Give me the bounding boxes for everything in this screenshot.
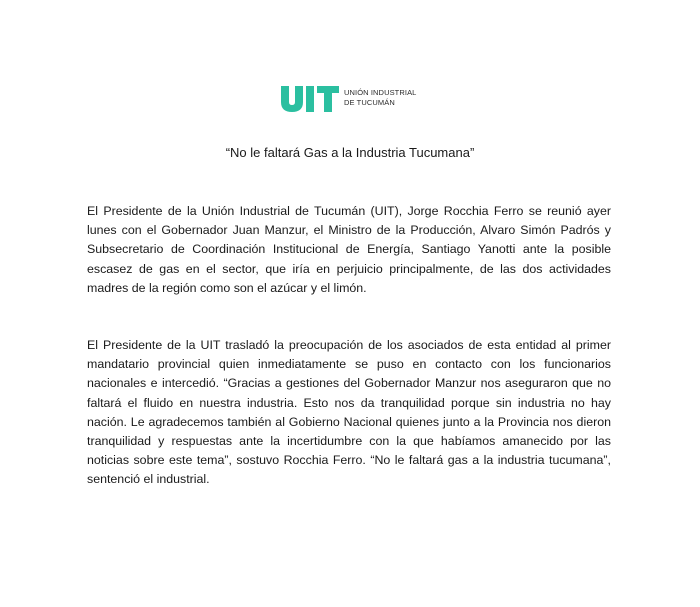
- uit-logo-wordmark: [344, 88, 416, 108]
- uit-logo-mark: [280, 83, 340, 113]
- headline: “No le faltará Gas a la Industria Tucumana”: [225, 145, 475, 160]
- logo-line-1: UNIÓN INDUSTRIAL: [344, 88, 417, 97]
- logo-line-2: DE TUCUMÁN: [344, 98, 395, 107]
- uit-logo: [280, 83, 416, 113]
- paragraph-2: El Presidente de la UIT trasladó la preocupación de los asociados de esta entidad al primer mandatario provincial quien inmediatamente se puso en contacto con los funcionarios nacionales e intercedió. “Gracias a gestiones del Gobernador Manzur nos aseguraron que no faltará el fluido en nuestra industria. Esto nos da tranquilidad porque sin industria no hay nación. Le agradecemos también al Gobierno Nacional quienes junto a la Provincia nos dieron tranquilidad y respuestas ante la incertidumbre con la que habíamos amanecido por las noticias sobre este tema”, sostuvo Rocchia Ferro. “No le faltará gas a la industria tucumana”, sentenció el industrial.: [87, 338, 611, 487]
- paragraph-1: El Presidente de la Unión Industrial de Tucumán (UIT), Jorge Rocchia Ferro se reunió ayer lunes con el Gobernador Juan Manzur, el Ministro de la Producción, Alvaro Simón Padrós y Subsecretario de Coordinación Institucional de Energía, Santiago Yanotti ante la posible escasez de gas en el sector, que iría en perjuicio principalmente, de las dos actividades madres de la región como son el azúcar y el limón.: [87, 204, 611, 295]
